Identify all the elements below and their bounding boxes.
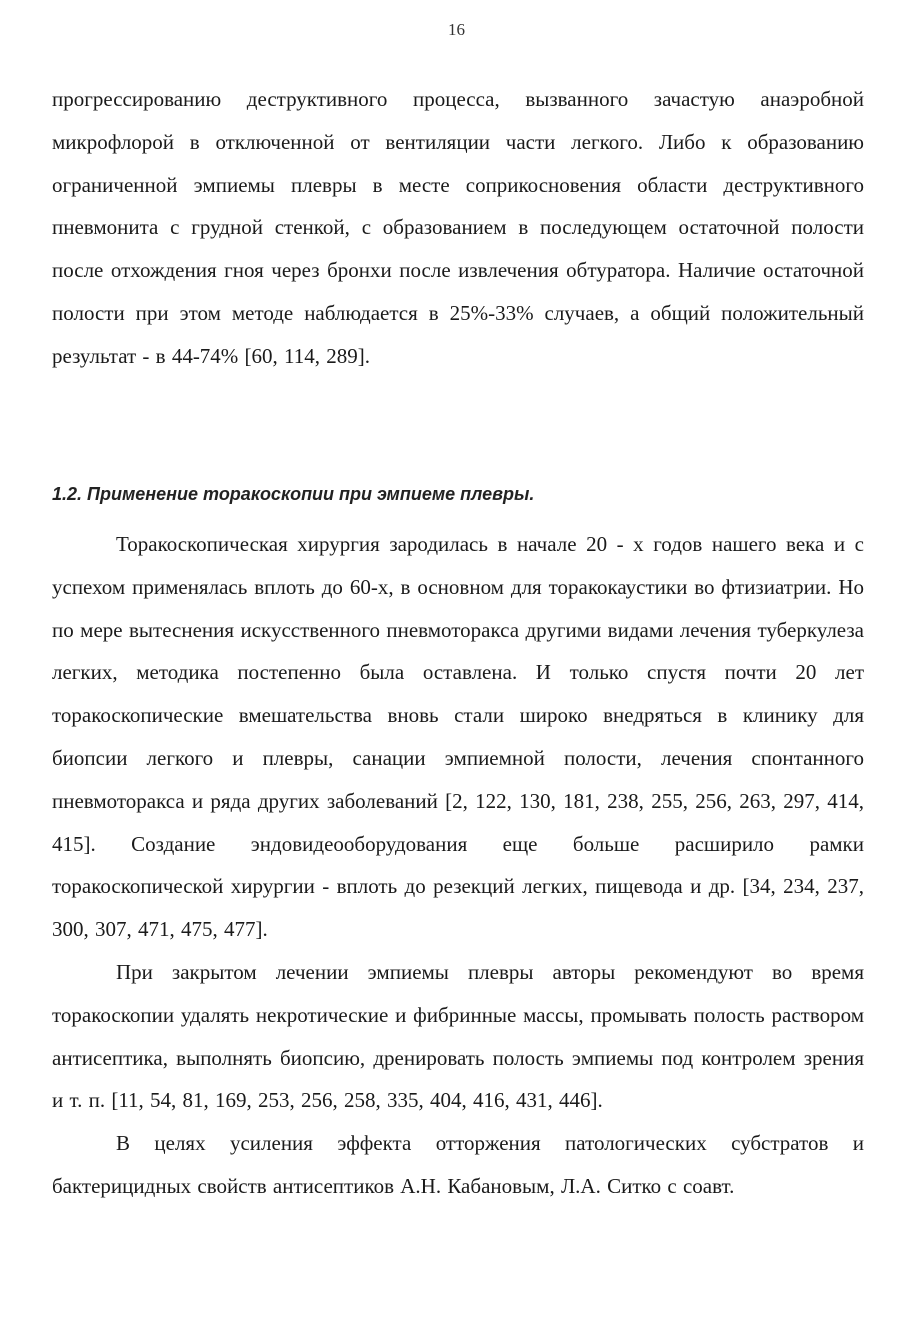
page-number: 16 — [448, 20, 465, 39]
intro-text-block — [52, 78, 864, 378]
intro-paragraph: прогрессированию деструктивного процесса, вызванного зачастую анаэробной микрофлорой в отключенной от вентиляции части легкого. Либо к образованию ограниченной эмпиемы плевры в месте соприкосновения области деструктивного пневмонита с грудной стенкой, с образованием в последующем остаточной полости после отхождения гноя через бронхи после извлечения обтуратора. Наличие остаточной полости при этом методе наблюдается в 25%-33% случаев, а общий положительный результат - в 44-74% [60, 114, 289]. — [52, 87, 864, 368]
section-heading: 1.2. Применение торакоскопии при эмпиеме плевры. — [52, 484, 535, 504]
paragraph-closed-treatment: При закрытом лечении эмпиемы плевры авторы рекомендуют во время торакоскопии удалять некротические и фибринные массы, промывать полость раствором антисептика, выполнять биопсию, дренировать полость эмпиемы под контролем зрения и т. п. [11, 54, 81, 169, 253, 256, 258, 335, 404, 416, 431, 446]. — [52, 959, 864, 1113]
paragraph-thoracoscopy-history: Торакоскопическая хирургия зародилась в начале 20 - х годов нашего века и с успехом применялась вплоть до 60-х, в основном для торакокаустики во фтизиатрии. Но по мере вытеснения искусственного пневмоторакса другими видами лечения туберкулеза легких, методика постепенно была оставлена. И только спустя почти 20 лет торакоскопические вмешательства вновь стали широко внедряться в клинику для биопсии легкого и плевры, санации эмпиемной полости, лечения спонтанного пневмоторакса и ряда других заболеваний [2, 122, 130, 181, 238, 255, 256, 263, 297, 414, 415]. Создание эндовидеооборудования еще больше расширило рамки торакоскопической хирургии - вплоть до резекций легких, пищевода и др. [34, 234, 237, 300, 307, 471, 475, 477]. — [52, 532, 864, 942]
paragraph-antiseptics: В целях усиления эффекта отторжения патологических субстратов и бактерицидных свойств антисептиков А.Н. Кабановым, Л.А. Ситко с соавт. — [52, 1131, 864, 1198]
section-body — [52, 523, 864, 1208]
